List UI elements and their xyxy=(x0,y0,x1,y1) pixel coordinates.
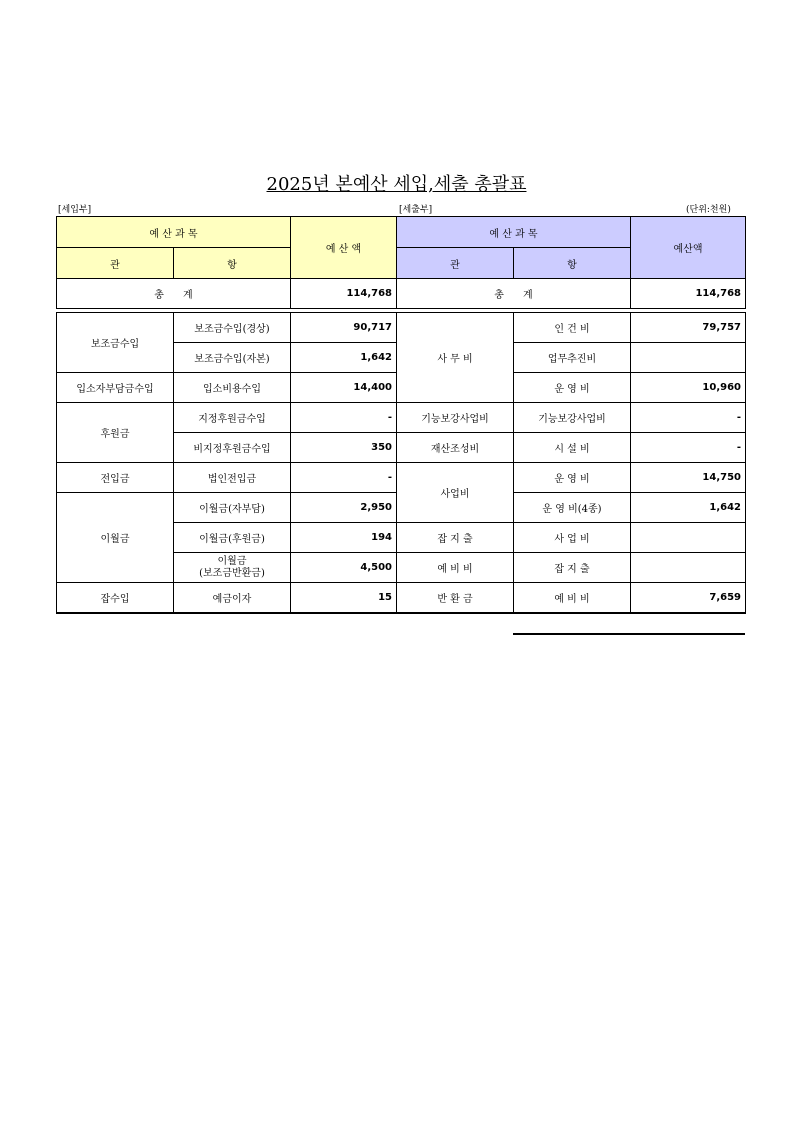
rev-hang-header: 항 xyxy=(174,248,291,279)
exp-hang-cell: 업무추진비 xyxy=(514,343,631,373)
exp-subject-header: 예 산 과 목 xyxy=(397,217,631,248)
rev-gwan-cell: 이월금 xyxy=(57,493,174,583)
exp-gwan-cell: 잡 지 출 xyxy=(397,523,514,553)
total-row xyxy=(57,279,746,309)
exp-amount-cell xyxy=(631,343,746,373)
rev-amount-cell: 194 xyxy=(291,523,397,553)
exp-hang-cell: 운 영 비 xyxy=(514,373,631,403)
exp-hang-cell: 운 영 비(4종) xyxy=(514,493,631,523)
rev-amount-cell: 14,400 xyxy=(291,373,397,403)
exp-gwan-cell: 반 환 금 xyxy=(397,583,514,613)
rev-amount-cell: 350 xyxy=(291,433,397,463)
unit-caption: (단위:천원) xyxy=(686,205,731,215)
table-row xyxy=(57,583,746,613)
rev-gwan-cell: 입소자부담금수입 xyxy=(57,373,174,403)
exp-amount-cell: 79,757 xyxy=(631,313,746,343)
rev-hang-line-2: (보조금반환금) xyxy=(199,567,265,579)
rev-gwan-header: 관 xyxy=(57,248,174,279)
rev-amount-cell: - xyxy=(291,463,397,493)
table-row xyxy=(57,463,746,493)
rev-hang-line-1: 이월금 xyxy=(217,555,247,567)
exp-amount-cell: 7,659 xyxy=(631,583,746,613)
exp-amount-cell: 14,750 xyxy=(631,463,746,493)
rev-hang-cell: 비지정후원금수입 xyxy=(174,433,291,463)
exp-gwan-header: 관 xyxy=(397,248,514,279)
exp-amount-cell: 10,960 xyxy=(631,373,746,403)
exp-gwan-cell: 재산조성비 xyxy=(397,433,514,463)
exp-gwan-cell: 사업비 xyxy=(397,463,514,523)
table-row xyxy=(57,403,746,433)
exp-total-label: 총 계 xyxy=(397,279,631,309)
exp-hang-header: 항 xyxy=(514,248,631,279)
rev-hang-cell: 법인전입금 xyxy=(174,463,291,493)
exp-hang-cell: 시 설 비 xyxy=(514,433,631,463)
exp-hang-cell: 기능보강사업비 xyxy=(514,403,631,433)
rev-total-amount: 114,768 xyxy=(291,279,397,309)
rev-hang-cell: 입소비용수입 xyxy=(174,373,291,403)
exp-amount-cell: - xyxy=(631,433,746,463)
exp-amount-cell xyxy=(631,553,746,583)
exp-gwan-cell: 예 비 비 xyxy=(397,553,514,583)
revenue-caption: [세입부] xyxy=(58,205,92,215)
rev-hang-cell xyxy=(174,553,291,583)
exp-total-amount: 114,768 xyxy=(631,279,746,309)
exp-amount-cell: 1,642 xyxy=(631,493,746,523)
exp-amount-header: 예산액 xyxy=(631,217,746,279)
exp-hang-cell: 운 영 비 xyxy=(514,463,631,493)
header-row-1 xyxy=(57,217,746,248)
rev-hang-cell: 이월금(후원금) xyxy=(174,523,291,553)
rev-gwan-cell: 보조금수입 xyxy=(57,313,174,373)
exp-hang-cell: 인 건 비 xyxy=(514,313,631,343)
exp-hang-cell: 사 업 비 xyxy=(514,523,631,553)
exp-hang-cell: 예 비 비 xyxy=(514,583,631,613)
rev-amount-cell: 1,642 xyxy=(291,343,397,373)
rev-hang-cell: 지정후원금수입 xyxy=(174,403,291,433)
rev-hang-cell: 이월금(자부담) xyxy=(174,493,291,523)
rev-subject-header: 예 산 과 목 xyxy=(57,217,291,248)
rev-amount-header: 예 산 액 xyxy=(291,217,397,279)
budget-summary-table xyxy=(56,216,746,614)
rev-amount-cell: 4,500 xyxy=(291,553,397,583)
rev-gwan-cell: 후원금 xyxy=(57,403,174,463)
exp-gwan-cell: 사 무 비 xyxy=(397,313,514,403)
rev-amount-cell: 15 xyxy=(291,583,397,613)
rev-amount-cell: - xyxy=(291,403,397,433)
exp-hang-cell: 잡 지 출 xyxy=(514,553,631,583)
exp-gwan-cell: 기능보강사업비 xyxy=(397,403,514,433)
rev-gwan-cell: 잡수입 xyxy=(57,583,174,613)
rev-total-label: 총 계 xyxy=(57,279,291,309)
rev-hang-cell: 예금이자 xyxy=(174,583,291,613)
rev-hang-cell: 보조금수입(경상) xyxy=(174,313,291,343)
rev-gwan-cell: 전입금 xyxy=(57,463,174,493)
rev-amount-cell: 90,717 xyxy=(291,313,397,343)
page-title: 2025년 본예산 세입,세출 총괄표 xyxy=(266,174,527,195)
exp-amount-cell xyxy=(631,523,746,553)
expense-caption: [세출부] xyxy=(399,205,433,215)
rev-hang-cell: 보조금수입(자본) xyxy=(174,343,291,373)
bottom-rule xyxy=(513,633,745,635)
rev-amount-cell: 2,950 xyxy=(291,493,397,523)
table-row xyxy=(57,313,746,343)
exp-amount-cell: - xyxy=(631,403,746,433)
